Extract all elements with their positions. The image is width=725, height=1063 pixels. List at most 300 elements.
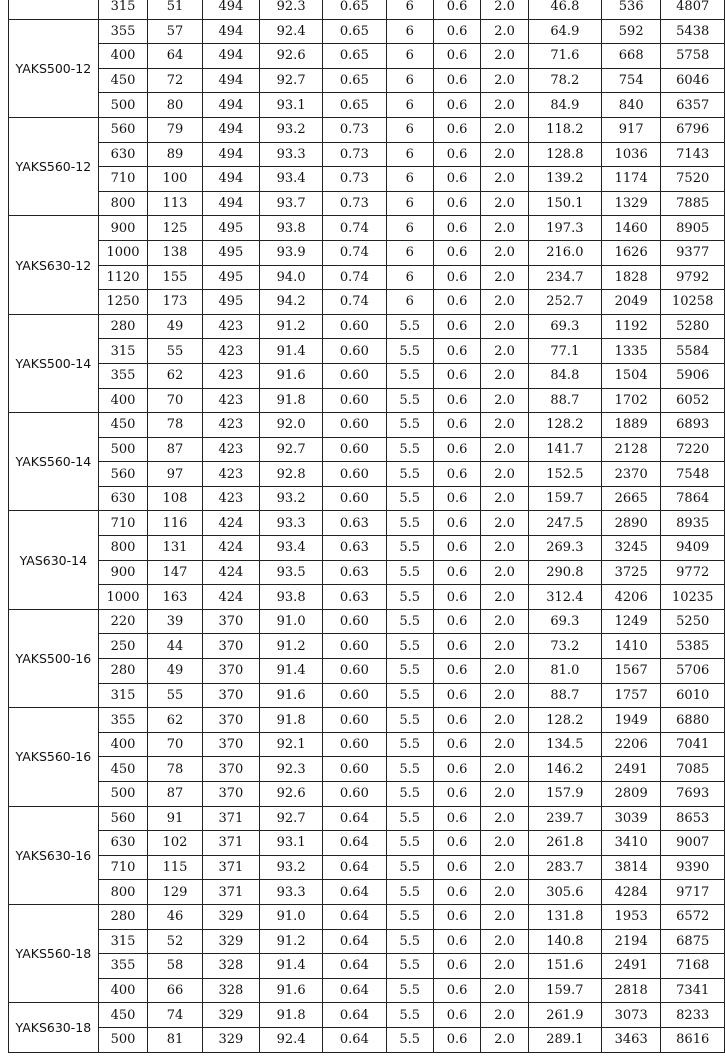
table-cell: 49 <box>148 314 202 339</box>
table-cell: 55 <box>148 683 202 708</box>
table-cell: 155 <box>148 265 202 290</box>
table-cell: 159.7 <box>528 978 601 1003</box>
table-row <box>9 167 725 192</box>
table-cell: 5.5 <box>386 511 433 536</box>
table-cell: 280 <box>98 904 148 929</box>
table-cell: 5.5 <box>386 437 433 462</box>
table-cell: 371 <box>202 806 259 831</box>
table-cell: 280 <box>98 314 148 339</box>
table-cell: 329 <box>202 929 259 954</box>
table-cell: 0.60 <box>323 708 386 733</box>
table-row <box>9 142 725 167</box>
table-cell: 159.7 <box>528 486 601 511</box>
table-cell: 0.60 <box>323 437 386 462</box>
table-cell: 0.60 <box>323 782 386 807</box>
table-cell: 917 <box>601 117 660 142</box>
table-cell: 64.9 <box>528 19 601 44</box>
table-cell: 400 <box>98 388 148 413</box>
table-cell: 2370 <box>601 462 660 487</box>
table-row <box>9 929 725 954</box>
table-cell: 2.0 <box>481 831 528 856</box>
table-cell: 4284 <box>601 880 660 905</box>
table-cell: 400 <box>98 44 148 69</box>
table-row <box>9 609 725 634</box>
table-row <box>9 44 725 69</box>
table-cell: 5.5 <box>386 880 433 905</box>
table-cell: 70 <box>148 388 202 413</box>
table-row <box>9 757 725 782</box>
table-cell: 370 <box>202 634 259 659</box>
table-cell: 0.6 <box>433 240 480 265</box>
table-cell: 2.0 <box>481 462 528 487</box>
table-cell: 93.4 <box>260 536 323 561</box>
model-cell: YAS630-14 <box>9 511 99 609</box>
table-cell: 0.6 <box>433 142 480 167</box>
table-cell: 2.0 <box>481 167 528 192</box>
model-cell: YAKS560-18 <box>9 904 99 1002</box>
table-cell: 2.0 <box>481 265 528 290</box>
table-cell: 93.9 <box>260 240 323 265</box>
model-cell: YAKS630-12 <box>9 216 99 314</box>
table-cell: 5.5 <box>386 806 433 831</box>
table-cell: 560 <box>98 117 148 142</box>
table-cell: 2.0 <box>481 93 528 118</box>
table-cell: 73.2 <box>528 634 601 659</box>
table-cell: 0.73 <box>323 167 386 192</box>
table-cell: 8905 <box>661 216 725 241</box>
table-cell: 500 <box>98 782 148 807</box>
table-cell: 0.6 <box>433 806 480 831</box>
table-cell: 93.8 <box>260 216 323 241</box>
table-cell: 93.1 <box>260 93 323 118</box>
table-cell: 157.9 <box>528 782 601 807</box>
table-cell: 0.64 <box>323 806 386 831</box>
table-cell: 494 <box>202 0 259 19</box>
table-cell: 152.5 <box>528 462 601 487</box>
table-cell: 87 <box>148 437 202 462</box>
table-cell: 2.0 <box>481 855 528 880</box>
table-cell: 6 <box>386 93 433 118</box>
table-cell: 400 <box>98 978 148 1003</box>
table-cell: 2.0 <box>481 388 528 413</box>
table-cell: 44 <box>148 634 202 659</box>
table-cell: 423 <box>202 363 259 388</box>
table-row <box>9 191 725 216</box>
table-cell: 495 <box>202 240 259 265</box>
table-cell: 220 <box>98 609 148 634</box>
table-cell: 261.9 <box>528 1003 601 1028</box>
table-cell: 2.0 <box>481 511 528 536</box>
table-cell: 140.8 <box>528 929 601 954</box>
table-cell: 3725 <box>601 560 660 585</box>
table-cell: 0.6 <box>433 732 480 757</box>
table-row <box>9 363 725 388</box>
table-cell: 0.60 <box>323 757 386 782</box>
table-cell: 0.60 <box>323 609 386 634</box>
table-row <box>9 1003 725 1028</box>
model-cell: YAKS630-18 <box>9 1003 99 1052</box>
model-cell: YAKS500-14 <box>9 314 99 412</box>
table-cell: 131 <box>148 536 202 561</box>
table-cell: 560 <box>98 462 148 487</box>
table-cell: 139.2 <box>528 167 601 192</box>
table-cell: 494 <box>202 93 259 118</box>
table-cell: 283.7 <box>528 855 601 880</box>
table-cell: 2.0 <box>481 634 528 659</box>
table-cell: 7143 <box>661 142 725 167</box>
table-cell: 5.5 <box>386 831 433 856</box>
table-cell: 79 <box>148 117 202 142</box>
table-cell: 2890 <box>601 511 660 536</box>
table-cell: 6 <box>386 0 433 19</box>
table-cell: 370 <box>202 708 259 733</box>
table-cell: 93.3 <box>260 142 323 167</box>
table-cell: 2.0 <box>481 437 528 462</box>
table-cell: 0.60 <box>323 363 386 388</box>
table-cell: 423 <box>202 462 259 487</box>
table-cell: 69.3 <box>528 609 601 634</box>
table-cell: 91.0 <box>260 609 323 634</box>
table-cell: 46.8 <box>528 0 601 19</box>
table-cell: 400 <box>98 732 148 757</box>
table-cell: 423 <box>202 339 259 364</box>
table-cell: 91 <box>148 806 202 831</box>
table-row <box>9 1027 725 1052</box>
table-cell: 7041 <box>661 732 725 757</box>
table-cell: 355 <box>98 363 148 388</box>
table-cell: 118.2 <box>528 117 601 142</box>
table-cell: 0.64 <box>323 1027 386 1052</box>
table-cell: 500 <box>98 93 148 118</box>
table-cell: 0.6 <box>433 363 480 388</box>
table-cell: 5438 <box>661 19 725 44</box>
table-cell: 0.6 <box>433 216 480 241</box>
table-cell: 92.3 <box>260 757 323 782</box>
table-cell: 2.0 <box>481 290 528 315</box>
table-cell: 10235 <box>661 585 725 610</box>
table-row <box>9 314 725 339</box>
table-cell: 92.8 <box>260 462 323 487</box>
table-cell: 125 <box>148 216 202 241</box>
table-cell: 5.5 <box>386 560 433 585</box>
table-cell: 0.60 <box>323 634 386 659</box>
table-cell: 51 <box>148 0 202 19</box>
table-cell: 494 <box>202 167 259 192</box>
table-cell: 0.60 <box>323 659 386 684</box>
table-cell: 424 <box>202 560 259 585</box>
table-cell: 6893 <box>661 413 725 438</box>
table-cell: 93.3 <box>260 880 323 905</box>
table-cell: 93.4 <box>260 167 323 192</box>
table-cell: 6 <box>386 19 433 44</box>
table-cell: 2.0 <box>481 19 528 44</box>
table-cell: 7341 <box>661 978 725 1003</box>
table-cell: 77.1 <box>528 339 601 364</box>
table-cell: 5.5 <box>386 413 433 438</box>
table-cell: 102 <box>148 831 202 856</box>
table-row <box>9 880 725 905</box>
table-cell: 92.6 <box>260 44 323 69</box>
table-cell: 494 <box>202 19 259 44</box>
table-cell: 5906 <box>661 363 725 388</box>
table-cell: 2.0 <box>481 142 528 167</box>
table-cell: 423 <box>202 486 259 511</box>
table-cell: 450 <box>98 757 148 782</box>
table-cell: 5.5 <box>386 659 433 684</box>
table-cell: 261.8 <box>528 831 601 856</box>
table-cell: 0.6 <box>433 1027 480 1052</box>
table-cell: 2.0 <box>481 339 528 364</box>
table-cell: 5.5 <box>386 954 433 979</box>
table-cell: 0.6 <box>433 314 480 339</box>
table-cell: 1504 <box>601 363 660 388</box>
table-row <box>9 462 725 487</box>
table-cell: 370 <box>202 757 259 782</box>
table-cell: 6 <box>386 68 433 93</box>
table-row <box>9 683 725 708</box>
table-cell: 7885 <box>661 191 725 216</box>
table-cell: 355 <box>98 954 148 979</box>
table-cell: 9717 <box>661 880 725 905</box>
table-cell: 8653 <box>661 806 725 831</box>
table-cell: 500 <box>98 437 148 462</box>
table-cell: 500 <box>98 1027 148 1052</box>
table-cell: 84.9 <box>528 93 601 118</box>
table-cell: 5.5 <box>386 462 433 487</box>
table-cell: 0.64 <box>323 954 386 979</box>
table-cell: 329 <box>202 904 259 929</box>
model-cell: YAKS500-12 <box>9 19 99 117</box>
table-cell: 92.1 <box>260 732 323 757</box>
table-cell: 1000 <box>98 240 148 265</box>
table-cell: 91.2 <box>260 929 323 954</box>
table-cell: 116 <box>148 511 202 536</box>
table-cell: 5706 <box>661 659 725 684</box>
table-cell: 100 <box>148 167 202 192</box>
table-cell: 370 <box>202 609 259 634</box>
table-row <box>9 536 725 561</box>
table-cell: 128.2 <box>528 708 601 733</box>
table-cell: 10258 <box>661 290 725 315</box>
table-cell: 5.5 <box>386 339 433 364</box>
table-cell: 371 <box>202 880 259 905</box>
table-cell: 494 <box>202 117 259 142</box>
table-cell: 0.6 <box>433 44 480 69</box>
model-cell: YAKS500-16 <box>9 609 99 707</box>
model-cell: YAKS630-16 <box>9 806 99 904</box>
table-cell: 72 <box>148 68 202 93</box>
table-cell: 0.65 <box>323 68 386 93</box>
table-cell: 92.0 <box>260 413 323 438</box>
table-cell: 0.6 <box>433 437 480 462</box>
table-cell: 424 <box>202 536 259 561</box>
table-cell: 2.0 <box>481 609 528 634</box>
table-cell: 0.64 <box>323 929 386 954</box>
table-cell: 355 <box>98 708 148 733</box>
table-cell: 6 <box>386 290 433 315</box>
table-row <box>9 216 725 241</box>
table-cell: 0.6 <box>433 117 480 142</box>
table-cell: 290.8 <box>528 560 601 585</box>
table-cell: 494 <box>202 191 259 216</box>
table-cell: 754 <box>601 68 660 93</box>
table-cell: 0.65 <box>323 93 386 118</box>
table-row <box>9 486 725 511</box>
table-row <box>9 659 725 684</box>
table-cell: 0.73 <box>323 142 386 167</box>
table-cell: 0.6 <box>433 413 480 438</box>
table-cell: 2.0 <box>481 683 528 708</box>
table-cell: 2.0 <box>481 216 528 241</box>
table-cell: 1000 <box>98 585 148 610</box>
table-cell: 8233 <box>661 1003 725 1028</box>
table-cell: 6880 <box>661 708 725 733</box>
table-cell: 93.1 <box>260 831 323 856</box>
table-cell: 2.0 <box>481 117 528 142</box>
table-cell: 0.6 <box>433 462 480 487</box>
table-cell: 592 <box>601 19 660 44</box>
table-cell: 0.65 <box>323 19 386 44</box>
table-cell: 0.60 <box>323 462 386 487</box>
table-cell: 0.6 <box>433 486 480 511</box>
table-cell: 5.5 <box>386 585 433 610</box>
table-cell: 7548 <box>661 462 725 487</box>
table-row <box>9 708 725 733</box>
table-cell: 5280 <box>661 314 725 339</box>
table-cell: 0.6 <box>433 290 480 315</box>
table-cell: 2.0 <box>481 757 528 782</box>
table-row <box>9 117 725 142</box>
table-cell: 91.8 <box>260 1003 323 1028</box>
table-cell: 216.0 <box>528 240 601 265</box>
table-row <box>9 388 725 413</box>
table-cell: 6 <box>386 44 433 69</box>
model-cell: YAKS560-14 <box>9 413 99 511</box>
table-cell: 93.8 <box>260 585 323 610</box>
table-cell: 2.0 <box>481 806 528 831</box>
table-cell: 247.5 <box>528 511 601 536</box>
table-cell: 900 <box>98 560 148 585</box>
table-cell: 269.3 <box>528 536 601 561</box>
table-cell: 92.4 <box>260 19 323 44</box>
table-cell: 252.7 <box>528 290 601 315</box>
table-cell: 423 <box>202 388 259 413</box>
table-cell: 7220 <box>661 437 725 462</box>
table-cell: 0.6 <box>433 904 480 929</box>
table-cell: 5758 <box>661 44 725 69</box>
table-cell: 113 <box>148 191 202 216</box>
table-cell: 3073 <box>601 1003 660 1028</box>
table-cell: 424 <box>202 585 259 610</box>
table-cell: 147 <box>148 560 202 585</box>
table-cell: 0.60 <box>323 314 386 339</box>
table-cell: 3814 <box>601 855 660 880</box>
table-cell: 0.6 <box>433 880 480 905</box>
table-cell: 5.5 <box>386 486 433 511</box>
table-cell: 800 <box>98 880 148 905</box>
table-cell: 93.2 <box>260 486 323 511</box>
table-cell: 423 <box>202 437 259 462</box>
table-cell: 0.60 <box>323 732 386 757</box>
table-cell: 0.6 <box>433 634 480 659</box>
table-cell: 6 <box>386 265 433 290</box>
model-cell: YAKS560-16 <box>9 708 99 806</box>
table-cell: 78 <box>148 757 202 782</box>
table-cell: 560 <box>98 806 148 831</box>
table-cell: 7085 <box>661 757 725 782</box>
table-cell: 495 <box>202 265 259 290</box>
table-cell: 3410 <box>601 831 660 856</box>
table-cell: 6 <box>386 216 433 241</box>
table-cell: 92.7 <box>260 806 323 831</box>
table-cell: 370 <box>202 683 259 708</box>
table-cell: 3245 <box>601 536 660 561</box>
table-cell: 710 <box>98 167 148 192</box>
table-cell: 78 <box>148 413 202 438</box>
table-cell: 5.5 <box>386 782 433 807</box>
table-cell: 94.0 <box>260 265 323 290</box>
table-cell: 91.8 <box>260 388 323 413</box>
table-cell: 1249 <box>601 609 660 634</box>
table-row <box>9 560 725 585</box>
table-cell: 0.63 <box>323 511 386 536</box>
table-cell: 2.0 <box>481 732 528 757</box>
table-cell: 2.0 <box>481 560 528 585</box>
table-cell: 9007 <box>661 831 725 856</box>
table-cell: 71.6 <box>528 44 601 69</box>
table-cell: 91.8 <box>260 708 323 733</box>
table-cell: 1626 <box>601 240 660 265</box>
table-cell: 494 <box>202 142 259 167</box>
table-cell: 2.0 <box>481 904 528 929</box>
table-cell: 2.0 <box>481 0 528 19</box>
table-cell: 0.6 <box>433 855 480 880</box>
table-cell: 197.3 <box>528 216 601 241</box>
table-cell: 840 <box>601 93 660 118</box>
table-cell: 710 <box>98 855 148 880</box>
table-cell: 1889 <box>601 413 660 438</box>
table-cell: 5.5 <box>386 634 433 659</box>
table-cell: 0.6 <box>433 929 480 954</box>
table-cell: 0.6 <box>433 265 480 290</box>
table-row <box>9 68 725 93</box>
table-cell: 2491 <box>601 954 660 979</box>
table-cell: 81.0 <box>528 659 601 684</box>
table-cell: 2.0 <box>481 929 528 954</box>
table-cell: 5.5 <box>386 904 433 929</box>
table-cell: 371 <box>202 831 259 856</box>
table-cell: 6046 <box>661 68 725 93</box>
table-cell: 0.6 <box>433 388 480 413</box>
table-cell: 2.0 <box>481 44 528 69</box>
table-cell: 92.6 <box>260 782 323 807</box>
table-cell: 9390 <box>661 855 725 880</box>
table-cell: 6 <box>386 240 433 265</box>
table-cell: 495 <box>202 290 259 315</box>
table-cell: 2.0 <box>481 486 528 511</box>
table-cell: 0.63 <box>323 585 386 610</box>
table-cell: 5584 <box>661 339 725 364</box>
table-cell: 423 <box>202 314 259 339</box>
table-cell: 0.6 <box>433 19 480 44</box>
table-cell: 450 <box>98 413 148 438</box>
table-cell: 371 <box>202 855 259 880</box>
table-cell: 495 <box>202 216 259 241</box>
table-cell: 108 <box>148 486 202 511</box>
table-cell: 355 <box>98 19 148 44</box>
table-cell: 91.2 <box>260 634 323 659</box>
table-cell: 173 <box>148 290 202 315</box>
